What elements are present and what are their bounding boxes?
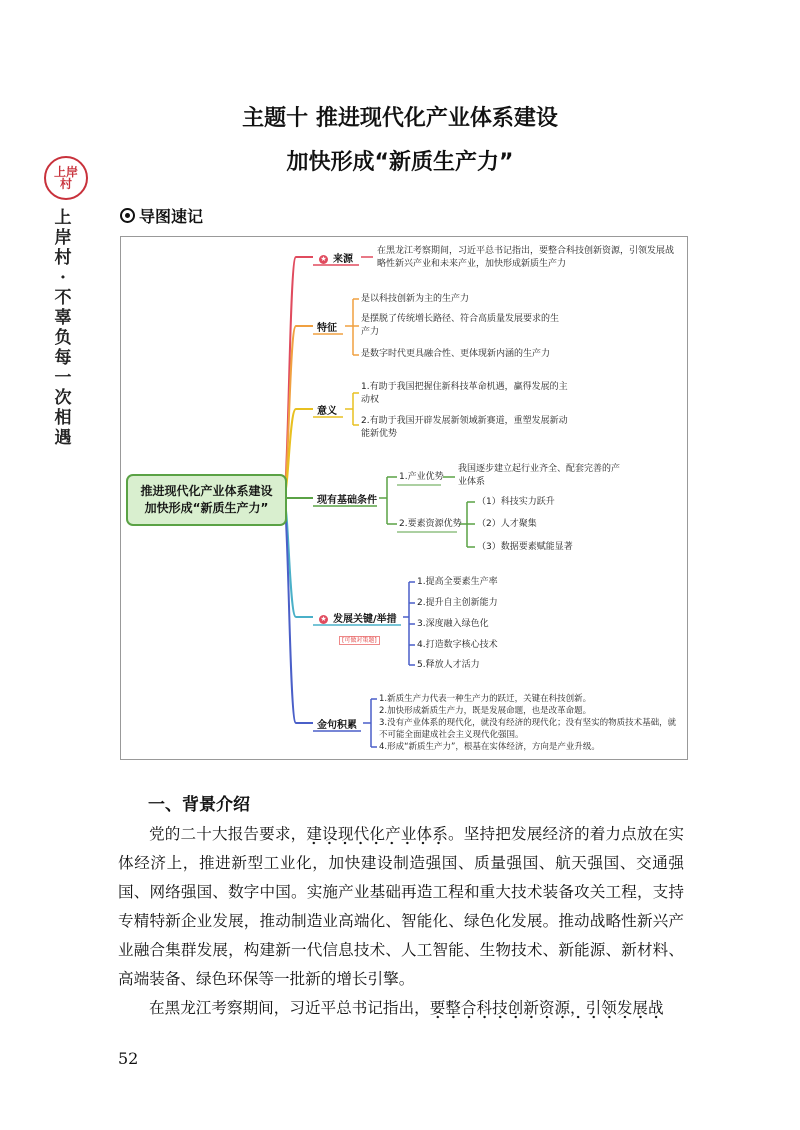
basis-sub1-text: 我国逐步建立起行业齐全、配套完善的产业体系 xyxy=(458,464,621,487)
emphasis-text: 建设现代化产业体系 xyxy=(306,825,449,843)
page-title-line1: 主题十 推进现代化产业体系建设 xyxy=(242,106,558,131)
page-title-line2: 加快形成“新质生产力” xyxy=(286,150,514,175)
branch-meaning: 意义 xyxy=(317,406,337,417)
background-paragraph-1: 党的二十大报告要求，建设现代化产业体系。坚持把发展经济的着力点放在实体经济上，推进新型工业化，加快建设制造强国、质量强国、航天强国、交通强国、网络强国、数字中国。实施产业基础再造工程和重大技术装备攻关工程，支持专精特新企业发展，推动制造业高端化、智能化、绿色化发展。推动战略性新兴产业融合集群发展，构建新一代信息技术、人工智能、生物技术、新能源、新材料、高端装备、绿色环保等一批新的增长引擎。 xyxy=(118,825,684,988)
mindmap-center-node xyxy=(126,474,287,526)
measures-item-1: 1.提高全要素生产率 xyxy=(417,577,498,587)
source-text: 在黑龙江考察期间，习近平总书记指出，要整合科技创新资源，引领发展战略性新兴产业和未来产业，加快形成新质生产力 xyxy=(377,246,675,269)
feature-item-2: 是摆脱了传统增长路径、符合高质量发展要求的生产力 xyxy=(361,314,560,337)
feature-item-3: 是数字时代更具融合性、更体现新内涵的生产力 xyxy=(361,349,551,359)
page-number: 52 xyxy=(118,1049,139,1068)
measures-tag: [可做对策题] xyxy=(339,627,380,646)
measures-item-3: 3.深度融入绿色化 xyxy=(417,619,489,629)
measures-item-2: 2.提升自主创新能力 xyxy=(417,598,498,608)
mindmap xyxy=(120,236,688,760)
seal-text: 上岸村 xyxy=(54,165,79,191)
branch-source xyxy=(319,250,353,265)
background-heading: 一、背景介绍 xyxy=(148,795,250,815)
basis-sub2-item-3: （3）数据要素赋能显著 xyxy=(477,542,573,552)
meaning-item-2: 2.有助于我国开辟发展新领域新赛道，重塑发展新动能新优势 xyxy=(361,416,568,439)
branch-feature: 特征 xyxy=(317,323,337,334)
branch-basis: 现有基础条件 xyxy=(317,495,377,506)
mindmap-heading-text: 导图速记 xyxy=(139,207,204,226)
quotes-list xyxy=(379,693,679,753)
mindmap-heading xyxy=(120,204,203,227)
quote-item-2: 2.加快形成新质生产力，既是发展命题，也是改革命题。 xyxy=(379,706,592,716)
center-line2: 加快形成“新质生产力” xyxy=(144,501,269,515)
branch-measures xyxy=(319,610,397,625)
basis-sub1-label: 1.产业优势 xyxy=(399,472,444,482)
quote-item-4: 4.形成“新质生产力”，根基在实体经济，方向是产业升级。 xyxy=(379,742,600,752)
basis-sub2-item-2: （2）人才聚集 xyxy=(477,519,537,529)
star-icon: ★ xyxy=(320,614,327,623)
branch-source-label: 来源 xyxy=(333,254,353,265)
branch-measures-label: 发展关键/举措 xyxy=(333,614,397,625)
quote-item-1: 1.新质生产力代表一种生产力的跃迁，关键在科技创新。 xyxy=(379,694,592,704)
measures-item-4: 4.打造数字核心技术 xyxy=(417,640,498,650)
target-icon xyxy=(120,208,135,223)
feature-item-1: 是以科技创新为主的生产力 xyxy=(361,294,470,304)
basis-sub2-item-1: （1）科技实力跃升 xyxy=(477,497,555,507)
quote-item-3: 3.没有产业体系的现代化，就没有经济的现代化；没有坚实的物质技术基础，就不可能全面建成社会主义现代化强国。 xyxy=(379,718,677,740)
emphasis-text: 要整合科技创新资源，引领发展战 xyxy=(429,999,664,1017)
meaning-item-1: 1.有助于我国把握住新科技革命机遇，赢得发展的主动权 xyxy=(361,382,568,405)
background-paragraph-2: 在黑龙江考察期间，习近平总书记指出，要整合科技创新资源，引领发展战 xyxy=(149,999,664,1017)
branch-quotes: 金句积累 xyxy=(317,720,357,731)
center-line1: 推进现代化产业体系建设 xyxy=(140,484,273,498)
measures-item-5: 5.释放人才活力 xyxy=(417,660,480,670)
basis-sub2-label: 2.要素资源优势 xyxy=(399,519,462,529)
side-slogan: 上岸村·不辜负每一次相遇 xyxy=(54,208,72,448)
star-icon: ★ xyxy=(320,254,327,263)
